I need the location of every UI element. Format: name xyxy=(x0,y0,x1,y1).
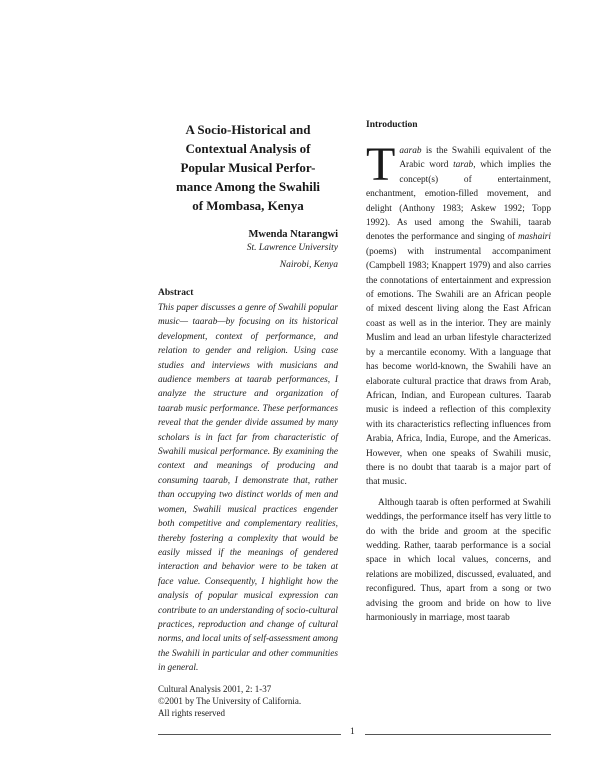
footer-rule-right xyxy=(365,734,551,735)
drop-cap: T xyxy=(366,138,396,191)
abstract-text: This paper discusses a genre of Swahili popular music— taarab—by focusing on its historical development, context of performance, and relation to gender and religion. Using case studies and interviews with musicians and audience members at taarab performances, I analyze the structure and organization of taarab music performance. These performances reveal that the gender divide assumed by many scholars is in fact far from characteristic of Swahili musical performance. By examining the context and meanings of producing and consuming taarab, I demonstrate that, rather than occupying two distinct worlds of men and women, Swahili musical practices engender both competitive and complementary realities, thereby fostering a complexity that would be easily missed if the meanings of gendered interaction and behavior were to be taken at face value. Consequently, I highlight how the analysis of popular musical expression can contribute to an understanding of socio-cultural practices, reproduction and change of cultural norms, and local units of self-assessment among the Swahili in particular and other communities in general. xyxy=(158,303,338,674)
title-line: Popular Musical Perfor- xyxy=(180,160,316,175)
intro-text: (poems) with instrumental accompaniment (Campbell 1983; Knappert 1979) and also carries the connotations of entertainment and expression of emotions. The Swahili are an African people of mixed descent living along the East African coast as well as in the interior. They are mainly Muslim and lead an urban lifestyle characterized by a mercantile economy. With a language that has become world-known, the Swahili have an elaborate cultural practice that draws from Arab, African, Indian, and European cultures. Taarab music is indeed a reflection of this complexity with its characteristics reflecting influences from Arabia, Africa, India, Europe, and the Americas. However, when one speaks of Swahili music, there is no doubt that taarab is a major part of that music. xyxy=(366,246,551,488)
intro-paragraph-2: Although taarab is often performed at Swahili weddings, the performance itself has very little to do with the bride and groom at the specific wedding. Rather, taarab performance is a social space in which local values, concerns, and relations are mobilized, discussed, evaluated, and reconfigured. Thus, apart from a song or two advising the groom and bride on how to live harmoniously in marriage, most taarab xyxy=(366,497,551,623)
copyright-line: ©2001 by The University of California. xyxy=(158,696,302,706)
paper-title xyxy=(158,120,338,215)
author-name: Mwenda Ntarangwi xyxy=(248,229,338,240)
term-tarab: tarab xyxy=(453,160,474,171)
right-column xyxy=(366,120,551,625)
title-line: of Mombasa, Kenya xyxy=(192,198,304,213)
abstract-heading: Abstract xyxy=(158,288,194,298)
author-location: Nairobi, Kenya xyxy=(279,260,338,270)
title-line: Contextual Analysis of xyxy=(185,141,311,156)
page-number: 1 xyxy=(350,727,355,737)
footer-rule-left xyxy=(158,734,341,735)
title-line: A Socio-Historical and xyxy=(185,122,311,137)
citation-footer xyxy=(158,683,301,719)
title-line: mance Among the Swahili xyxy=(175,179,321,194)
intro-paragraph-1 xyxy=(366,138,551,490)
introduction-heading: Introduction xyxy=(366,120,418,130)
rights-line: All rights reserved xyxy=(158,708,225,718)
intro-text: is the Swahili equivalent of the Arabic word xyxy=(399,146,551,171)
journal-citation: Cultural Analysis 2001, 2: 1-37 xyxy=(158,684,272,694)
left-column xyxy=(158,120,338,676)
intro-text: , which implies the concept(s) of entertainment, enchantment, emotion-filled movement, and delight (Anthony 1983; Askew 1992; Topp 1992). As used among the Swahili, taarab denotes the performance and singing of xyxy=(366,160,551,243)
author-affiliation: St. Lawrence University xyxy=(246,243,338,253)
term-taarab: aarab xyxy=(399,146,422,156)
term-mashairi: mashairi xyxy=(517,232,551,243)
